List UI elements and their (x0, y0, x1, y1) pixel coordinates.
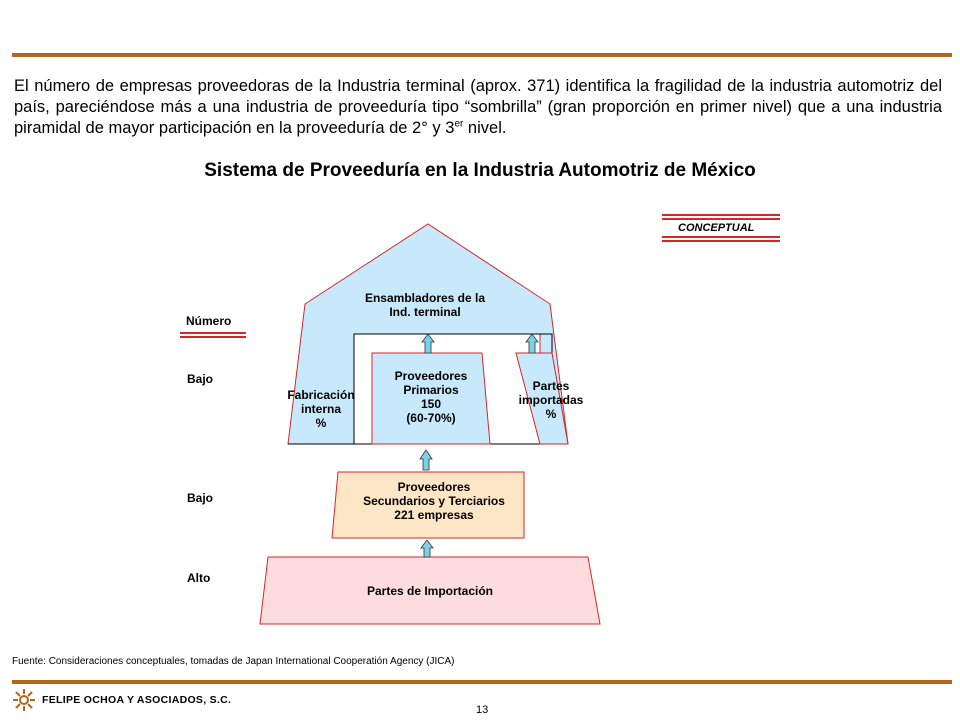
numero-header: Número (186, 314, 232, 328)
arrow-up-icon (420, 450, 432, 470)
import-parts-label: Partes de Importación (366, 584, 494, 598)
page-number: 13 (476, 704, 489, 716)
bottom-divider (12, 680, 952, 684)
conceptual-label: CONCEPTUAL (678, 222, 755, 234)
internal-manufacturing-label: Fabricación interna % (287, 388, 355, 430)
secondary-suppliers-label: Proveedores Secundarios y Terciarios 221 empresas (363, 480, 505, 522)
arrow-up-icon (421, 540, 433, 557)
level-label-import: Alto (187, 571, 211, 585)
arrow-up-icon (526, 334, 538, 353)
level-label-secondary: Bajo (187, 491, 214, 505)
level-label-primary: Bajo (187, 372, 214, 386)
diagram-title: Sistema de Proveeduría en la Industria Automotriz de México (204, 160, 756, 181)
primary-suppliers-label: Proveedores Primarios 150 (60-70%) (394, 369, 468, 425)
company-brand (12, 686, 231, 714)
imported-parts-label: Partes importadas % (518, 379, 584, 421)
assemblers-label: Ensambladores de la Ind. terminal (364, 291, 486, 319)
company-name: FELIPE OCHOA Y ASOCIADOS, S.C. (42, 694, 232, 706)
source-note: Fuente: Consideraciones conceptuales, tomadas de Japan International Cooperatión Agency (JICA) (12, 656, 455, 667)
company-logo-icon (12, 688, 36, 712)
intro-paragraph: El número de empresas proveedoras de la Industria terminal (aprox. 371) identifica la fragilidad de la industria automotriz del país, pareciéndose más a una industria de proveeduría tipo “sombrilla” (gran proporción en primer nivel) que a una industria piramidal de mayor participación en la proveeduría de 2° y 3er nivel. (14, 77, 942, 137)
arrow-up-icon (422, 334, 434, 353)
